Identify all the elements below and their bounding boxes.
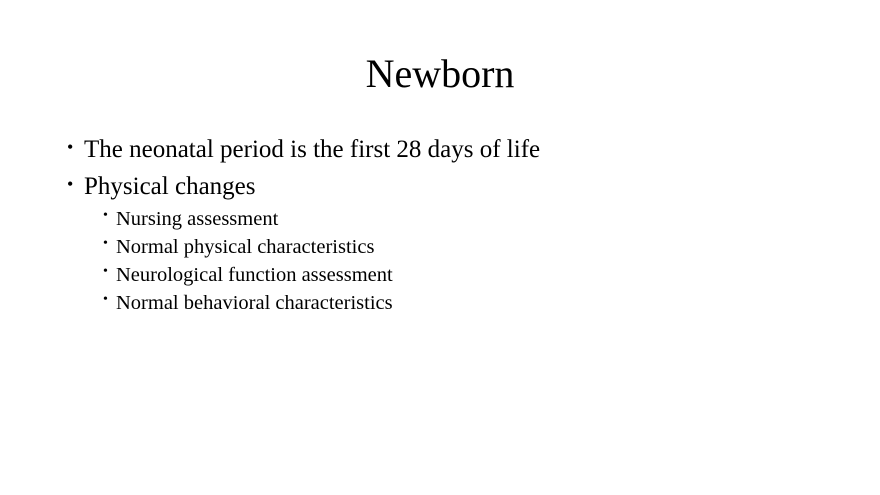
bullet-item-physical-changes <box>64 171 844 317</box>
bullet-list <box>64 134 844 322</box>
bullet-marker: • <box>103 236 108 251</box>
bullet-item-neonatal-period <box>64 134 844 166</box>
sub-bullet-text: Normal physical characteristics <box>116 236 375 258</box>
sub-bullet-item <box>100 205 844 233</box>
bullet-text: Physical changes <box>84 173 256 200</box>
bullet-marker: • <box>103 264 108 279</box>
sub-bullet-item <box>100 261 844 289</box>
bullet-marker: • <box>67 137 74 157</box>
slide-title: Newborn <box>365 51 515 96</box>
sub-bullet-item <box>100 289 844 317</box>
sub-bullet-text: Normal behavioral characteristics <box>116 292 393 314</box>
bullet-marker: • <box>67 174 74 194</box>
bullet-marker: • <box>103 208 108 223</box>
sub-bullet-text: Nursing assessment <box>116 208 279 230</box>
bullet-text: The neonatal period is the first 28 days of life <box>84 136 541 163</box>
sub-bullet-list <box>100 205 844 317</box>
sub-bullet-item <box>100 233 844 261</box>
sub-bullet-text: Neurological function assessment <box>116 264 393 286</box>
bullet-marker: • <box>103 292 108 307</box>
